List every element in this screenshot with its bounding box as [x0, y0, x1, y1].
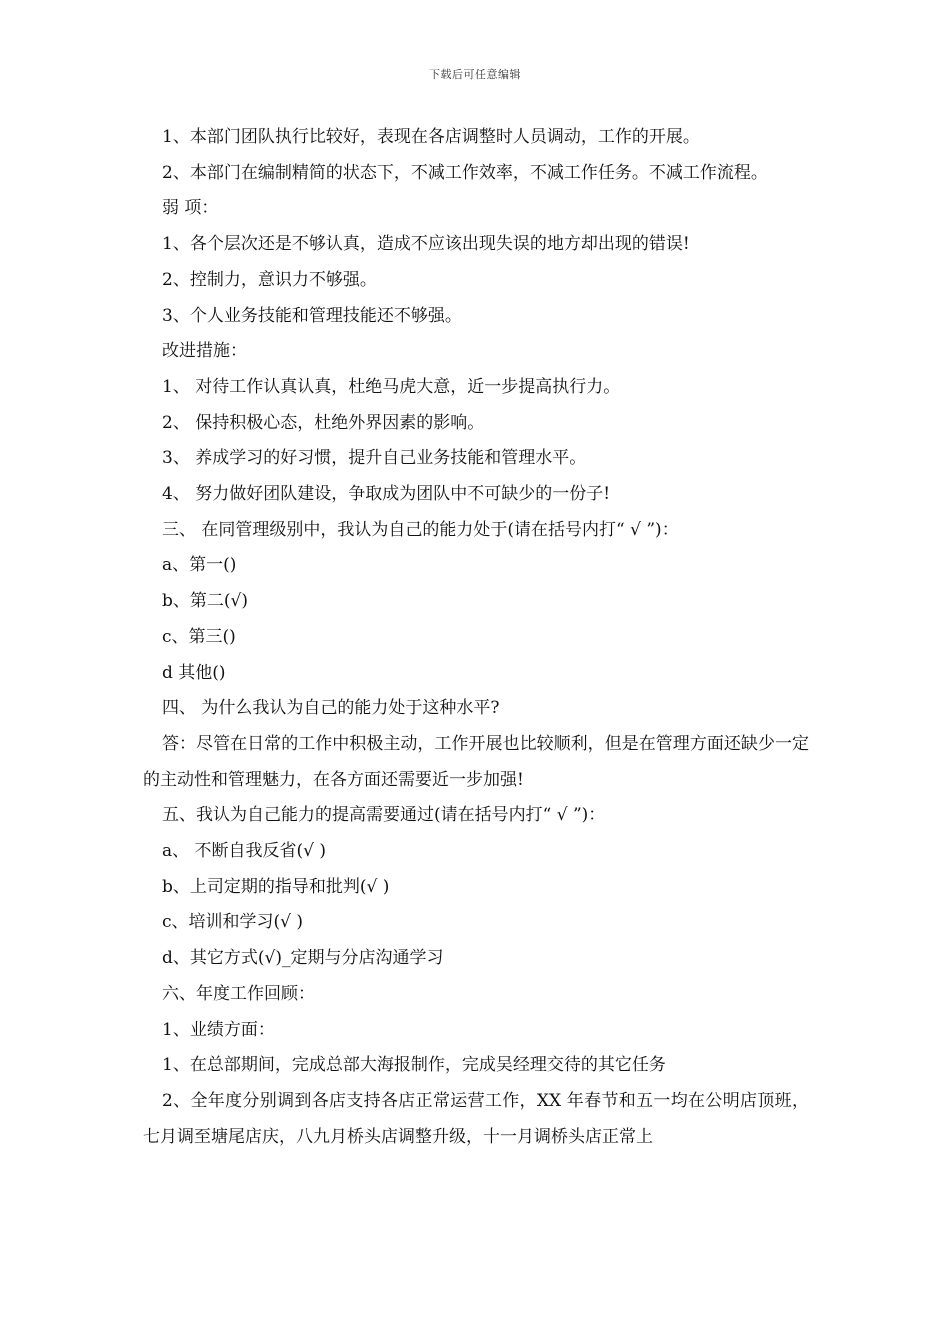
- list-item: 2、控制力，意识力不够强。: [162, 269, 377, 290]
- option-item: c、第三(): [162, 626, 236, 647]
- section-heading: 弱 项：: [162, 198, 219, 219]
- document-body: [143, 120, 809, 1155]
- list-item: 4、 努力做好团队建设，争取成为团队中不可缺少的一份子!: [162, 484, 611, 505]
- list-item: 2、 保持积极心态，杜绝外界因素的影响。: [162, 412, 485, 433]
- list-item: 3、个人业务技能和管理技能还不够强。: [162, 305, 462, 326]
- paragraph: 2、本部门在编制精简的状态下，不减工作效率，不减工作任务。不减工作流程。: [162, 162, 768, 183]
- option-item: c、培训和学习(√ ): [162, 912, 304, 933]
- option-item: d 其他(): [162, 662, 226, 683]
- list-item: 1、在总部期间，完成总部大海报制作，完成吴经理交待的其它任务: [162, 1055, 666, 1076]
- option-item: d、其它方式(√)_定期与分店沟通学习: [162, 948, 444, 969]
- paragraph: 答：尽管在日常的工作中积极主动，工作开展也比较顺利，但是在管理方面还缺少一定的主动性和管理魅力，在各方面还需要近一步加强!: [143, 733, 809, 790]
- option-item: a、 不断自我反省(√ ): [162, 841, 327, 862]
- section-heading: 三、 在同管理级别中，我认为自己的能力处于(请在括号内打“ √ ”)：: [162, 519, 679, 540]
- list-item: 3、 养成学习的好习惯，提升自己业务技能和管理水平。: [162, 448, 587, 469]
- list-item: 1、各个层次还是不够认真，造成不应该出现失误的地方却出现的错误!: [162, 234, 690, 255]
- paragraph: 2、全年度分别调到各店支持各店正常运营工作，XX 年春节和五一均在公明店顶班，七月调至塘尾店庆，八九月桥头店调整升级，十一月调桥头店正常上: [143, 1090, 809, 1147]
- section-heading: 改进措施：: [162, 341, 247, 362]
- section-heading: 五、我认为自己能力的提高需要通过(请在括号内打“ √ ”)：: [162, 805, 606, 826]
- section-heading: 六、年度工作回顾：: [162, 983, 315, 1004]
- section-heading: 四、 为什么我认为自己的能力处于这种水平?: [162, 698, 500, 719]
- paragraph: 1、本部门团队执行比较好，表现在各店调整时人员调动，工作的开展。: [162, 127, 700, 147]
- option-item: b、第二(√): [162, 591, 248, 612]
- header-note: 下载后可任意编辑: [429, 68, 521, 81]
- subsection-heading: 1、业绩方面：: [162, 1019, 275, 1040]
- option-item: b、上司定期的指导和批判(√ ): [162, 876, 390, 897]
- list-item: 1、 对待工作认真认真，杜绝马虎大意，近一步提高执行力。: [162, 376, 621, 397]
- option-item: a、第一(): [162, 555, 237, 576]
